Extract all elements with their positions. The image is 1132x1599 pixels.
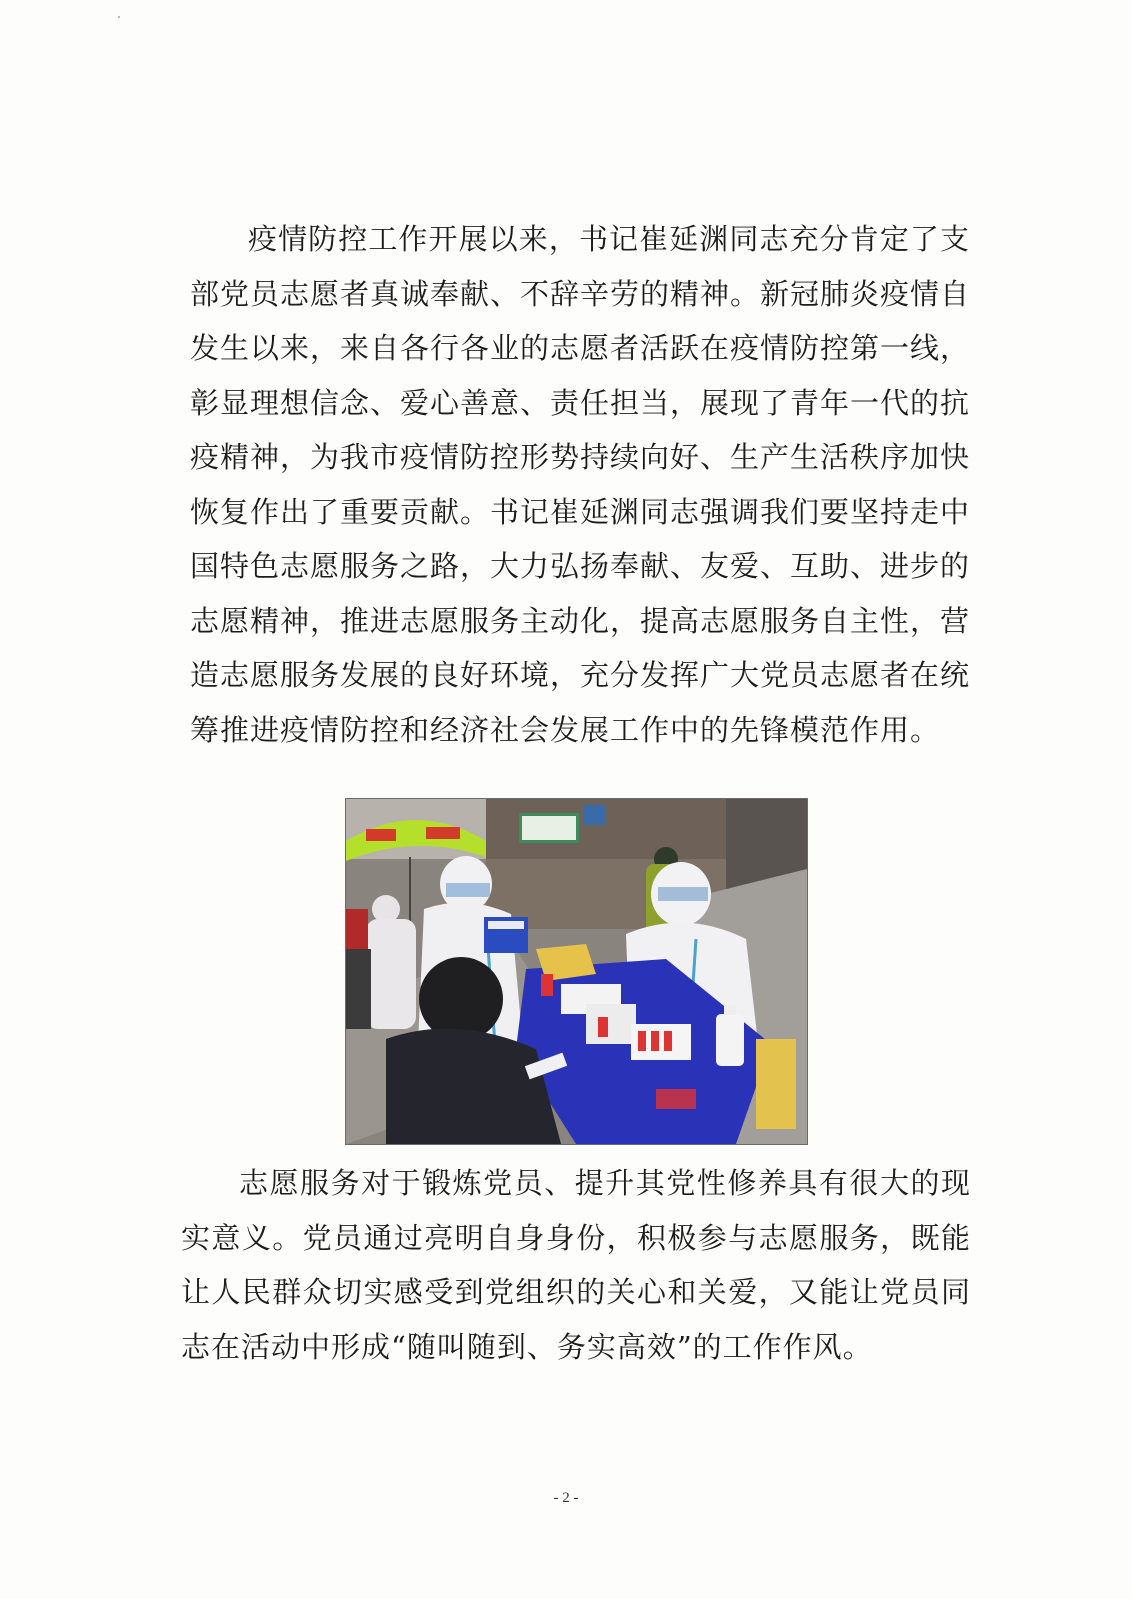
body-paragraph-2: 志愿服务对于锻炼党员、提升其党性修养具有很大的现实意义。党员通过亮明自身身份，积极参与志愿服务，既能让人民群众切实感受到党组织的关心和关爱，又能让党员同志在活动中形成“随叫随到、务实高效”的工作作风。	[181, 1166, 971, 1364]
scan-speck	[118, 16, 120, 18]
volunteer-testing-photo	[345, 798, 808, 1145]
page-number: - 2 -	[553, 1490, 579, 1506]
body-paragraph-1: 疫情防控工作开展以来，书记崔延渊同志充分肯定了支部党员志愿者真诚奉献、不辞辛劳的精神。新冠肺炎疫情自发生以来，来自各行各业的志愿者活跃在疫情防控第一线，彰显理想信念、爱心善意、责任担当，展现了青年一代的抗疫精神，为我市疫情防控形势持续向好、生产生活秩序加快恢复作出了重要贡献。书记崔延渊同志强调我们要坚持走中国特色志愿服务之路，大力弘扬奉献、友爱、互助、进步的志愿精神，推进志愿服务主动化，提高志愿服务自主性，营造志愿服务发展的良好环境，充分发挥广大党员志愿者在统筹推进疫情防控和经济社会发展工作中的先锋模范作用。	[190, 222, 971, 747]
